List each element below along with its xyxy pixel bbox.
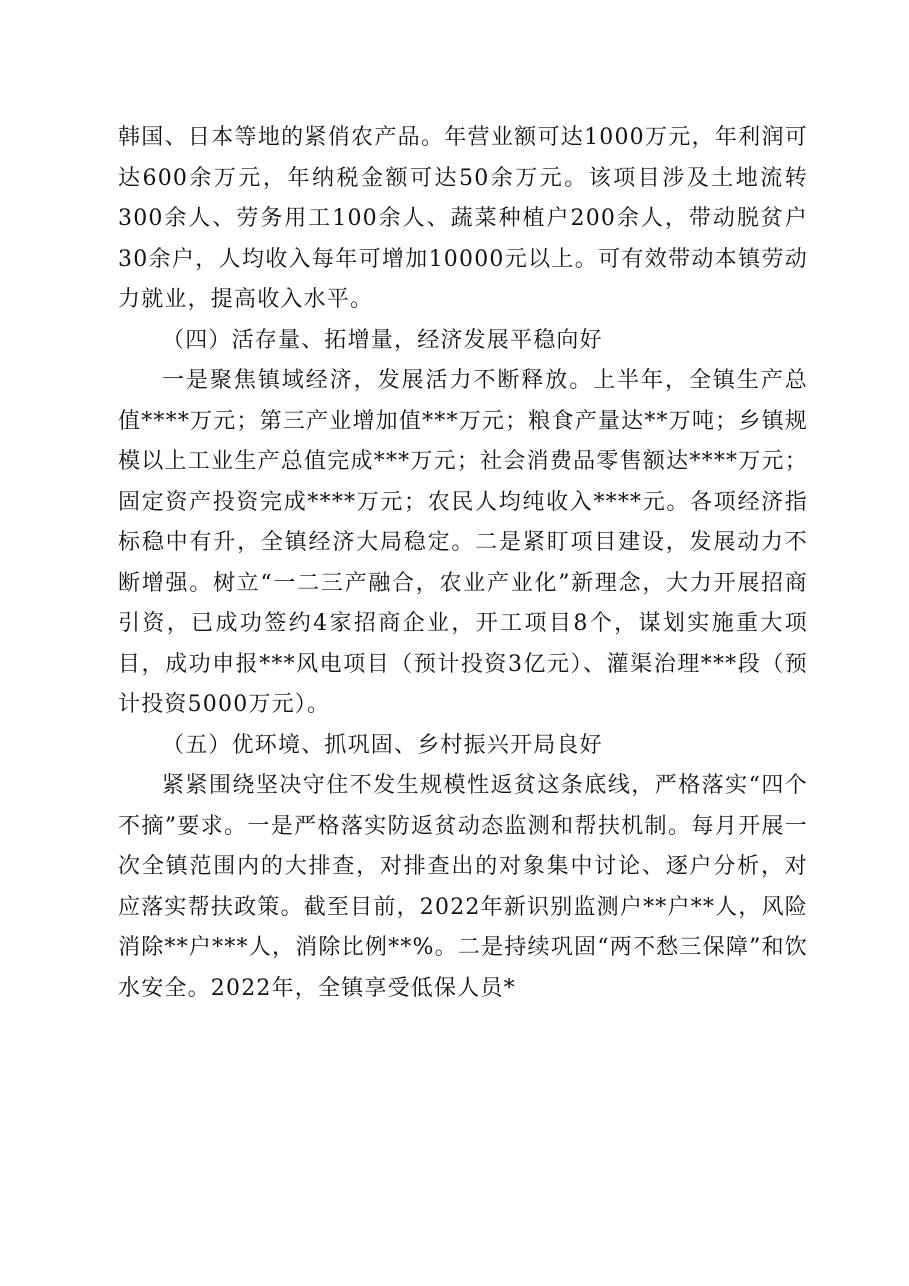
body-paragraph-rural: 紧紧围绕坚决守住不发生规模性返贫这条底线，严格落实“四个不摘”要求。一是严格落实防返贫动态监测和帮扶机制。每月开展一次全镇范围内的大排查，对排查出的对象集中讨论、逐户分析，对应落实帮扶政策。截至目前，2022年新识别监测户**户**人，风险消除**户***人，消除比例**%。二是持续巩固“两不愁三保障”和饮水安全。2022年，全镇享受低保人员* xyxy=(118,773,808,1001)
body-paragraph-continued: 韩国、日本等地的紧俏农产品。年营业额可达1000万元，年利润可达600余万元，年纳税金额可达50余万元。该项目涉及土地流转300余人、劳务用工100余人、蔬菜种植户200余人，带动脱贫户30余户，人均收入每年可增加10000元以上。可有效带动本镇劳动力就业，提高收入水平。 xyxy=(118,125,808,312)
section-heading-five: （五）优环境、抓巩固、乡村振兴开局良好 xyxy=(162,732,603,758)
section-heading-four: （四）活存量、拓增量，经济发展平稳向好 xyxy=(162,327,603,353)
body-paragraph-economy: 一是聚焦镇域经济，发展活力不断释放。上半年，全镇生产总值****万元；第三产业增加值***万元；粮食产量达**万吨；乡镇规模以上工业生产总值完成***万元；社会消费品零售额达****万元；固定资产投资完成****万元；农民人均纯收入****元。各项经济指标稳中有升，全镇经济大局稳定。二是紧盯项目建设，发展动力不断增强。树立“一二三产融合，农业产业化”新理念，大力开展招商引资，已成功签约4家招商企业，开工项目8个，谋划实施重大项目，成功申报***风电项目（预计投资3亿元）、灌渠治理***段（预计投资5000万元）。 xyxy=(118,368,808,717)
document-body xyxy=(118,118,808,1009)
